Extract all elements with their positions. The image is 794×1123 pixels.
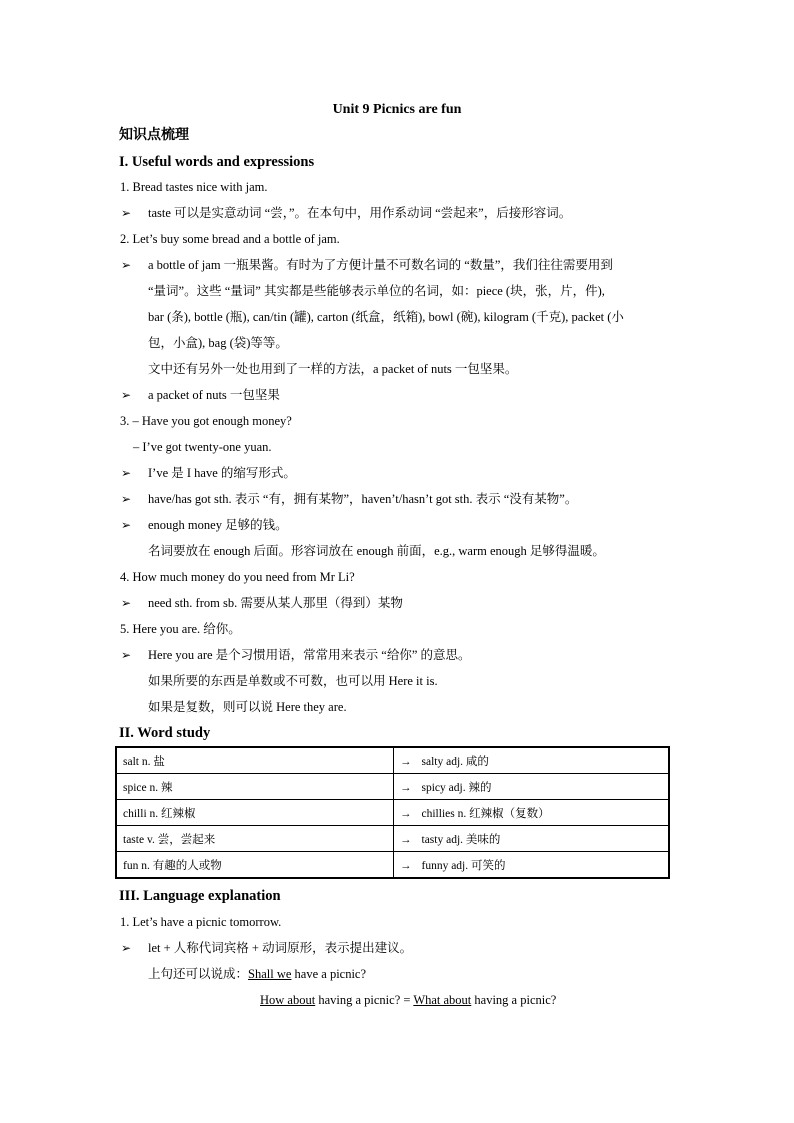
- word-cell: taste v. 尝，尝起来: [116, 826, 394, 852]
- table-row: [116, 747, 669, 774]
- shall-we-underlined: Shall we: [248, 967, 292, 981]
- table-row: [116, 826, 669, 852]
- note-here-you-are: Here you are 是个习惯用语，常常用来表示 “给你” 的意思。: [148, 648, 471, 662]
- lang-sentence-1: 1. Let’s have a picnic tomorrow.: [120, 915, 282, 929]
- what-about-underlined: What about: [413, 993, 472, 1007]
- note-let-structure: let + 人称代词宾格 + 动词原形，表示提出建议。: [148, 941, 413, 955]
- note-how-about-mid: having a picnic? =: [315, 993, 414, 1007]
- sentence-3a: 3. – Have you got enough money?: [120, 414, 292, 428]
- bullet-icon: ➢: [121, 492, 132, 506]
- note-here-it-is: 如果所要的东西是单数或不可数，也可以用 Here it is.: [148, 674, 438, 688]
- derived-word-cell: [394, 826, 670, 852]
- bullet-icon: ➢: [121, 648, 132, 662]
- note-have-got: have/has got sth. 表示 “有，拥有某物”，haven’t/hasn’t got sth. 表示 “没有某物”。: [148, 492, 578, 506]
- page-title: Unit 9 Picnics are fun: [332, 102, 462, 117]
- sentence-5: 5. Here you are. 给你。: [120, 622, 241, 636]
- bullet-icon: ➢: [121, 596, 132, 610]
- how-about-underlined: How about: [260, 993, 316, 1007]
- derived-word-cell: [394, 800, 670, 826]
- note-here-they-are: 如果是复数，则可以说 Here they are.: [148, 700, 347, 714]
- note-bottle-of-jam-4: 包，小盒), bag (袋)等等。: [148, 336, 288, 350]
- sentence-4: 4. How much money do you need from Mr Li?: [120, 570, 355, 584]
- arrow-icon: →: [400, 755, 412, 768]
- bullet-icon: ➢: [121, 388, 132, 402]
- bullet-icon: ➢: [121, 466, 132, 480]
- section-heading-useful-words: I. Useful words and expressions: [119, 154, 315, 170]
- table-row: [116, 774, 669, 800]
- word-cell: salt n. 盐: [116, 747, 394, 774]
- derived-word: salty adj. 咸的: [421, 755, 489, 768]
- arrow-icon: →: [400, 781, 412, 794]
- sentence-3b: – I’ve got twenty-one yuan.: [133, 440, 272, 454]
- derived-word: chillies n. 红辣椒（复数）: [421, 807, 550, 820]
- sentence-2: 2. Let’s buy some bread and a bottle of jam.: [120, 232, 340, 246]
- note-bottle-of-jam-3: bar (条), bottle (瓶), can/tin (罐), carton (纸盒，纸箱), bowl (碗), kilogram (千克), packet (小: [148, 310, 624, 324]
- note-ive: I’ve 是 I have 的缩写形式。: [148, 466, 296, 480]
- derived-word-cell: [394, 852, 670, 879]
- note-bottle-of-jam-2: “量词”。这些 “量词” 其实都是些能够表示单位的名词，如：piece (块，张，片，件),: [148, 284, 605, 298]
- derived-word: funny adj. 可笑的: [421, 859, 506, 872]
- word-cell: spice n. 辣: [116, 774, 394, 800]
- table-row: [116, 852, 669, 879]
- arrow-icon: →: [400, 833, 412, 846]
- derived-word: tasty adj. 美味的: [421, 833, 501, 846]
- note-enough-money: enough money 足够的钱。: [148, 518, 288, 532]
- note-bottle-of-jam-5: 文中还有另外一处也用到了一样的方法，a packet of nuts 一包坚果。: [148, 362, 518, 376]
- note-shall-we-rest: have a picnic?: [291, 967, 367, 981]
- arrow-icon: →: [400, 859, 412, 872]
- sentence-1: 1. Bread tastes nice with jam.: [120, 180, 268, 194]
- note-shall-we-prefix: 上句还可以说成：: [148, 967, 249, 981]
- bullet-icon: ➢: [121, 518, 132, 532]
- bullet-icon: ➢: [121, 258, 132, 272]
- word-cell: chilli n. 红辣椒: [116, 800, 394, 826]
- derived-word-cell: [394, 774, 670, 800]
- section-heading-knowledge: 知识点梳理: [119, 127, 189, 143]
- bullet-icon: ➢: [121, 941, 132, 955]
- section-heading-word-study: II. Word study: [119, 725, 211, 741]
- bullet-icon: ➢: [121, 206, 132, 220]
- section-heading-language: III. Language explanation: [119, 888, 281, 904]
- note-how-about-rest: having a picnic?: [471, 993, 557, 1007]
- note-how-about: [260, 990, 556, 1010]
- word-study-table: [115, 746, 670, 879]
- note-shall-we: [148, 964, 366, 984]
- arrow-icon: →: [400, 807, 412, 820]
- note-enough-position: 名词要放在 enough 后面。形容词放在 enough 前面，e.g., warm enough 足够得温暖。: [148, 544, 605, 558]
- note-need-from: need sth. from sb. 需要从某人那里（得到）某物: [148, 596, 403, 610]
- note-packet-of-nuts: a packet of nuts 一包坚果: [148, 388, 280, 402]
- derived-word-cell: [394, 747, 670, 774]
- table-row: [116, 800, 669, 826]
- word-cell: fun n. 有趣的人或物: [116, 852, 394, 879]
- derived-word: spicy adj. 辣的: [421, 781, 492, 794]
- note-taste: taste 可以是实意动词 “尝，”。在本句中，用作系动词 “尝起来”，后接形容词。: [148, 206, 572, 220]
- note-bottle-of-jam-1: a bottle of jam 一瓶果酱。有时为了方便计量不可数名词的 “数量”，我们往往需要用到: [148, 258, 613, 272]
